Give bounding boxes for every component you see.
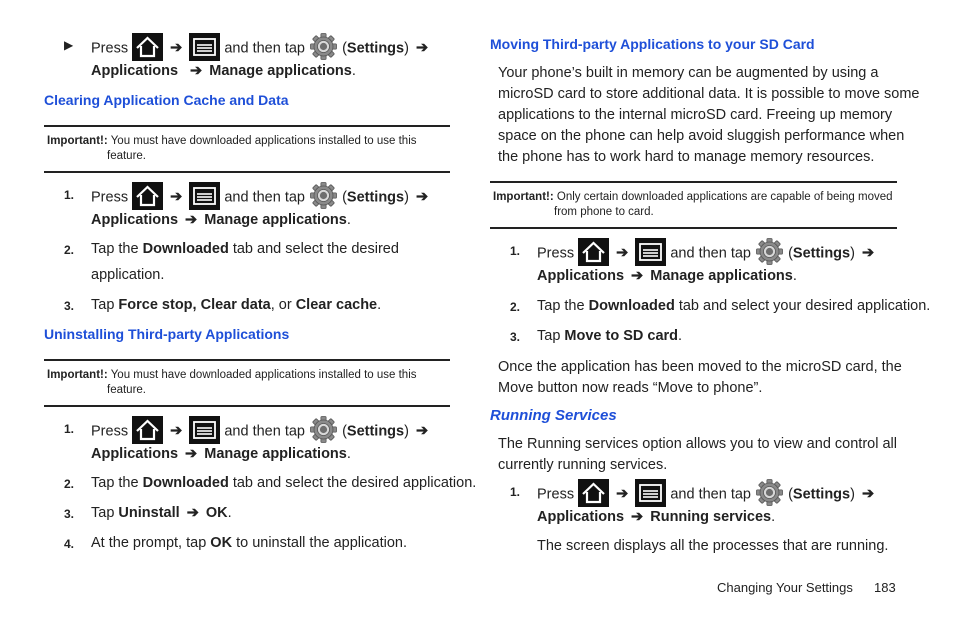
downloaded-label: Downloaded xyxy=(142,241,229,257)
settings-label: Settings xyxy=(792,245,851,262)
step-text: tab and select the desired application. xyxy=(232,475,477,491)
step-number: 3. xyxy=(510,330,521,344)
settings-label: Settings xyxy=(346,189,405,206)
step-number: 2. xyxy=(64,243,75,257)
applications-label: Applications xyxy=(537,268,625,284)
menu-icon xyxy=(189,416,220,444)
press-text: Press xyxy=(91,189,129,206)
sd-step1-line2 xyxy=(537,266,797,286)
step-number: 3. xyxy=(64,299,75,313)
arrow-icon: ➔ xyxy=(415,40,429,57)
press-text: Press xyxy=(537,245,575,262)
paragraph-line: The Running services option allows you to view and control all xyxy=(498,436,897,452)
important-label: Important!: xyxy=(47,369,108,381)
paragraph-line: space on the phone can help avoid sluggish performance when xyxy=(498,128,905,144)
period: . xyxy=(346,446,351,462)
sd-step1-line1 xyxy=(537,239,877,268)
cache-heading: Clearing Application Cache and Data xyxy=(44,92,289,108)
press-text: Press xyxy=(537,486,575,503)
important-note-cache xyxy=(47,134,417,149)
arrow-icon: ➔ xyxy=(170,40,183,57)
arrow-icon: ➔ xyxy=(185,446,198,462)
important-text: You must have downloaded applications installed to use this xyxy=(110,135,417,147)
then-tap-text: and then tap xyxy=(224,423,305,440)
paren-open: ( xyxy=(342,423,347,440)
paren-close: ) xyxy=(404,189,409,206)
manage-apps-label: Manage applications xyxy=(204,446,347,462)
sd-step2 xyxy=(537,296,930,316)
paren-open: ( xyxy=(342,189,347,206)
paren-close: ) xyxy=(850,245,855,262)
cache-step1-line2 xyxy=(91,210,351,230)
home-icon xyxy=(578,238,609,266)
rs-step1-line1 xyxy=(537,480,877,509)
cache-step1-line1 xyxy=(91,183,431,212)
step-text: to uninstall the application. xyxy=(236,535,407,551)
important-label: Important!: xyxy=(47,135,108,147)
step-text: Tap xyxy=(91,505,115,521)
paragraph-line: Once the application has been moved to the microSD card, the xyxy=(498,359,902,375)
paren-close: ) xyxy=(850,486,855,503)
uninstall-step3 xyxy=(91,503,232,523)
step-text: tab and select your desired application. xyxy=(678,298,931,314)
paragraph-line: microSD card to store additional data. It is possible to move some xyxy=(498,86,920,102)
important-label: Important!: xyxy=(493,191,554,203)
arrow-icon: ➔ xyxy=(631,268,644,284)
sd-card-paragraph xyxy=(498,63,920,168)
cache-step2-line2: application. xyxy=(91,267,165,283)
paren-close: ) xyxy=(404,423,409,440)
ok-label: OK xyxy=(205,505,228,521)
then-tap-text: and then tap xyxy=(670,245,751,262)
sd-card-heading: Moving Third-party Applications to your SD Card xyxy=(490,36,815,52)
divider xyxy=(44,359,450,361)
paragraph-line: Move button now reads “Move to phone”. xyxy=(498,380,763,396)
page-number: 183 xyxy=(874,580,896,595)
clear-cache-label: Clear cache xyxy=(295,297,378,313)
gear-icon xyxy=(309,32,338,61)
important-note-uninstall-line2: feature. xyxy=(107,384,146,396)
paren-open: ( xyxy=(788,245,793,262)
arrow-icon: ➔ xyxy=(186,505,199,521)
gear-icon xyxy=(309,415,338,444)
then-tap-text: and then tap xyxy=(224,40,305,57)
arrow-icon: ➔ xyxy=(190,63,203,79)
press-text: Press xyxy=(91,423,129,440)
home-icon xyxy=(132,182,163,210)
step-text: , or xyxy=(270,297,292,313)
press-text: Press xyxy=(91,40,129,57)
important-note-cache-line2: feature. xyxy=(107,150,146,162)
force-stop-label: Force stop, Clear data xyxy=(118,297,271,313)
period: . xyxy=(227,505,232,521)
divider xyxy=(490,227,897,229)
important-text: Only certain downloaded applications are capable of being moved xyxy=(556,191,893,203)
running-services-heading: Running Services xyxy=(490,407,617,424)
arrow-icon: ➔ xyxy=(616,486,629,503)
home-icon xyxy=(132,416,163,444)
step-text: tab and select the desired xyxy=(232,241,399,257)
paren-close: ) xyxy=(404,40,409,57)
period: . xyxy=(678,328,683,344)
uninstall-step1-line1 xyxy=(91,417,431,446)
paragraph-line: the phone has to work hard to manage memory resources. xyxy=(498,149,875,165)
uninstall-step4 xyxy=(91,533,407,553)
bullet-icon: ▶ xyxy=(64,38,74,52)
ok-label: OK xyxy=(210,535,233,551)
move-to-sd-label: Move to SD card xyxy=(564,328,679,344)
step-number: 1. xyxy=(64,188,75,202)
home-icon xyxy=(132,33,163,61)
settings-label: Settings xyxy=(346,40,405,57)
applications-label: Applications xyxy=(91,63,179,79)
intro-step-line2 xyxy=(91,61,356,81)
arrow-icon: ➔ xyxy=(861,245,875,262)
home-icon xyxy=(578,479,609,507)
period: . xyxy=(346,212,351,228)
period: . xyxy=(351,63,356,79)
step-number: 1. xyxy=(64,422,75,436)
uninstall-step1-line2 xyxy=(91,444,351,464)
menu-icon xyxy=(189,182,220,210)
gear-icon xyxy=(755,478,784,507)
manage-apps-label: Manage applications xyxy=(204,212,347,228)
period: . xyxy=(377,297,382,313)
menu-icon xyxy=(189,33,220,61)
arrow-icon: ➔ xyxy=(631,509,644,525)
manage-apps-label: Manage applications xyxy=(650,268,793,284)
downloaded-label: Downloaded xyxy=(142,475,229,491)
divider xyxy=(44,125,450,127)
menu-icon xyxy=(635,479,666,507)
arrow-icon: ➔ xyxy=(170,423,183,440)
arrow-icon: ➔ xyxy=(185,212,198,228)
important-note-sd-line2: from phone to card. xyxy=(554,206,654,218)
paragraph-line: Your phone’s built in memory can be augmented by using a xyxy=(498,65,879,81)
applications-label: Applications xyxy=(91,212,179,228)
intro-step-line1 xyxy=(91,34,431,63)
important-note-uninstall xyxy=(47,368,417,383)
cache-step2-line1 xyxy=(91,239,399,259)
step-text: Tap the xyxy=(91,241,139,257)
divider xyxy=(44,405,450,407)
rs-screen-text: The screen displays all the processes that are running. xyxy=(537,538,889,554)
uninstall-heading: Uninstalling Third-party Applications xyxy=(44,326,290,342)
step-text: Tap the xyxy=(537,298,585,314)
period: . xyxy=(771,509,776,525)
manage-apps-label: Manage applications xyxy=(209,63,352,79)
arrow-icon: ➔ xyxy=(861,486,875,503)
paren-open: ( xyxy=(342,40,347,57)
arrow-icon: ➔ xyxy=(415,423,429,440)
footer-section-title: Changing Your Settings xyxy=(717,580,853,595)
step-number: 1. xyxy=(510,485,521,499)
then-tap-text: and then tap xyxy=(670,486,751,503)
uninstall-step2 xyxy=(91,473,476,493)
step-number: 2. xyxy=(64,477,75,491)
period: . xyxy=(792,268,797,284)
running-services-paragraph xyxy=(498,434,897,476)
divider xyxy=(490,181,897,183)
paragraph-line: applications to the internal microSD card. Freeing up memory xyxy=(498,107,893,123)
settings-label: Settings xyxy=(792,486,851,503)
step-number: 4. xyxy=(64,537,75,551)
important-note-sd xyxy=(493,190,893,205)
step-text: Tap xyxy=(91,297,115,313)
step-number: 3. xyxy=(64,507,75,521)
running-services-label: Running services xyxy=(650,509,772,525)
arrow-icon: ➔ xyxy=(415,189,429,206)
menu-icon xyxy=(635,238,666,266)
gear-icon xyxy=(755,237,784,266)
moved-paragraph xyxy=(498,357,902,399)
arrow-icon: ➔ xyxy=(616,245,629,262)
step-number: 1. xyxy=(510,244,521,258)
downloaded-label: Downloaded xyxy=(588,298,675,314)
step-number: 2. xyxy=(510,300,521,314)
uninstall-label: Uninstall xyxy=(118,505,180,521)
paragraph-line: currently running services. xyxy=(498,457,668,473)
rs-step1-line2 xyxy=(537,507,775,527)
applications-label: Applications xyxy=(537,509,625,525)
cache-step3 xyxy=(91,295,381,315)
paren-open: ( xyxy=(788,486,793,503)
sd-step3 xyxy=(537,326,682,346)
step-text: Tap xyxy=(537,328,561,344)
applications-label: Applications xyxy=(91,446,179,462)
arrow-icon: ➔ xyxy=(170,189,183,206)
then-tap-text: and then tap xyxy=(224,189,305,206)
settings-label: Settings xyxy=(346,423,405,440)
important-text: You must have downloaded applications installed to use this xyxy=(110,369,417,381)
divider xyxy=(44,171,450,173)
gear-icon xyxy=(309,181,338,210)
step-text: Tap the xyxy=(91,475,139,491)
step-text: At the prompt, tap xyxy=(91,535,207,551)
